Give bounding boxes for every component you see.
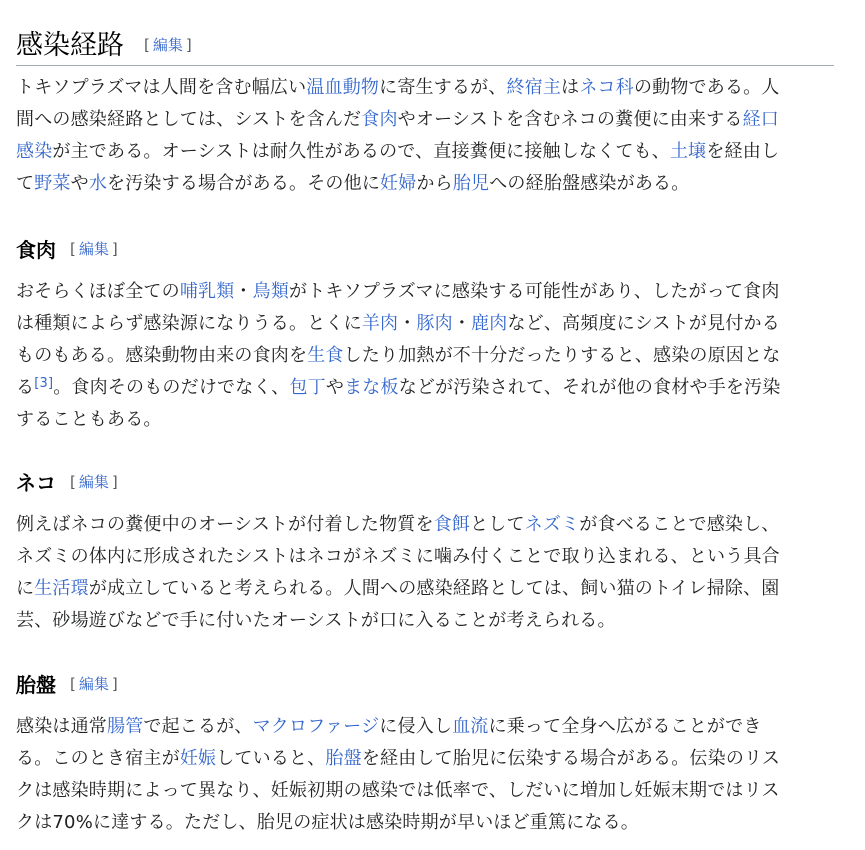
- text-segment: る。このとき宿主が: [16, 748, 180, 769]
- text-segment: の動物である。人: [633, 77, 780, 98]
- text-segment: や: [325, 377, 345, 398]
- text-line: [16, 136, 836, 168]
- wiki-link[interactable]: 哺乳類: [179, 281, 235, 302]
- edit-section-bracket: [70, 473, 118, 491]
- paragraph-meat: [16, 276, 836, 436]
- text-segment: を経由し: [706, 141, 780, 162]
- bracket-open: [: [70, 240, 76, 258]
- wiki-link[interactable]: 鳥類: [252, 281, 290, 302]
- text-segment: など、高頻度にシストが見付かる: [507, 313, 780, 334]
- paragraph-infection-route: [16, 72, 836, 200]
- section-heading-infection-route: [16, 20, 834, 66]
- citation-superscript: [34, 376, 53, 391]
- text-line: [16, 372, 836, 404]
- text-line: [16, 541, 836, 573]
- text-line: [16, 807, 836, 839]
- text-segment: として: [470, 514, 525, 535]
- bracket-close: ]: [111, 675, 118, 693]
- bracket-open: [: [70, 473, 76, 491]
- bracket-close: ]: [111, 473, 118, 491]
- text-segment: ネズミの体内に形成されたシストはネコがネズミに噛み付くことで取り込まれる、という具合: [16, 546, 780, 567]
- text-line: [16, 308, 836, 340]
- text-segment: ・: [452, 313, 472, 334]
- heading-title: 食肉: [16, 238, 56, 262]
- edit-section-link[interactable]: 編集: [152, 36, 183, 54]
- text-segment: は種類によらず感染源になりうる。とくに: [16, 313, 362, 334]
- text-segment: クは70%に達する。ただし、胎児の症状は感染時期が早いほど重篤になる。: [16, 812, 640, 833]
- heading-title: 感染経路: [16, 30, 124, 61]
- wiki-link[interactable]: まな板: [344, 377, 399, 398]
- text-line: [16, 168, 836, 200]
- text-segment: に侵入し: [379, 716, 453, 737]
- wiki-link[interactable]: ネズミ: [524, 514, 580, 535]
- heading-title: 胎盤: [16, 673, 56, 697]
- edit-section-bracket: [70, 240, 118, 258]
- text-segment: が食べることで感染し、: [579, 514, 780, 535]
- text-line: [16, 711, 836, 743]
- text-line: [16, 573, 836, 605]
- text-segment: て: [16, 173, 35, 194]
- text-segment: ・: [398, 313, 417, 334]
- text-segment: や: [70, 173, 89, 194]
- edit-section-bracket: [70, 675, 118, 693]
- bracket-open: [: [70, 675, 76, 693]
- heading-title: ネコ: [16, 471, 56, 495]
- wiki-link[interactable]: 経口: [742, 109, 779, 130]
- text-segment: 。食肉そのものだけでなく、: [53, 377, 290, 398]
- bracket-close: ]: [111, 240, 118, 258]
- text-segment: などが汚染されて、それが他の食材や手を汚染: [398, 377, 781, 398]
- text-segment: したり加熱が不十分だったりすると、感染の原因とな: [343, 345, 781, 366]
- text-line: [16, 404, 836, 436]
- citation-link[interactable]: [3]: [34, 376, 54, 391]
- wiki-link[interactable]: 包丁: [289, 377, 326, 398]
- section-heading-meat: [16, 234, 118, 263]
- wiki-link[interactable]: 温血動物: [306, 77, 380, 98]
- text-line: [16, 72, 836, 104]
- bracket-open: [: [144, 36, 150, 54]
- text-segment: への経胎盤感染がある。: [489, 173, 690, 194]
- wiki-link[interactable]: 豚肉: [416, 313, 453, 334]
- text-segment: ・: [234, 281, 253, 302]
- text-segment: から: [416, 173, 453, 194]
- paragraph-cat: [16, 509, 836, 637]
- edit-section-link[interactable]: 編集: [78, 240, 109, 258]
- section-heading-cat: [16, 467, 118, 496]
- text-segment: 例えばネコの糞便中のオーシストが付着した物質を: [16, 514, 434, 535]
- text-segment: することもある。: [16, 409, 162, 430]
- text-segment: 間への感染経路としては、シストを含んだ: [16, 109, 362, 130]
- wiki-link[interactable]: 胎盤: [325, 748, 362, 769]
- edit-section-link[interactable]: 編集: [78, 473, 109, 491]
- text-segment: に乗って全身へ広がることができ: [488, 716, 762, 737]
- text-line: [16, 775, 836, 807]
- wiki-link[interactable]: 血流: [452, 716, 489, 737]
- wiki-link[interactable]: 腸管: [107, 716, 144, 737]
- text-segment: やオーシストを含むネコの糞便に由来する: [397, 109, 743, 130]
- wiki-link[interactable]: 終宿主: [506, 77, 562, 98]
- section-heading-placenta: [16, 669, 118, 698]
- edit-section-link[interactable]: 編集: [78, 675, 109, 693]
- text-line: [16, 509, 836, 541]
- wiki-link[interactable]: 妊婦: [380, 173, 417, 194]
- wiki-link[interactable]: 野菜: [34, 173, 71, 194]
- wiki-link[interactable]: 妊娠: [179, 748, 217, 769]
- wiki-link[interactable]: 羊肉: [361, 313, 399, 334]
- wiki-link[interactable]: ネコ科: [579, 77, 634, 98]
- wiki-link[interactable]: 生食: [307, 345, 344, 366]
- wiki-link[interactable]: マクロファージ: [252, 716, 380, 737]
- text-line: [16, 104, 836, 136]
- wiki-link[interactable]: 食肉: [361, 109, 398, 130]
- text-segment: が主である。オーシストは耐久性があるので、直接糞便に接触しなくても、: [52, 141, 670, 162]
- text-segment: 感染は通常: [16, 716, 107, 737]
- text-segment: に寄生するが、: [379, 77, 507, 98]
- text-line: [16, 340, 836, 372]
- bracket-close: ]: [185, 36, 192, 54]
- text-segment: していると、: [216, 748, 326, 769]
- text-segment: トキソプラズマは人間を含む幅広い: [16, 77, 307, 98]
- text-segment: る: [16, 377, 35, 398]
- paragraph-placenta: [16, 711, 836, 839]
- text-segment: で起こるが、: [143, 716, 253, 737]
- edit-section-bracket: [144, 34, 192, 55]
- text-line: [16, 605, 836, 637]
- text-segment: おそらくほぼ全ての: [16, 281, 180, 302]
- text-segment: 芸、砂場遊びなどで手に付いたオーシストが口に入ることが考えられる。: [16, 610, 616, 631]
- text-line: [16, 276, 836, 308]
- text-segment: ものもある。感染動物由来の食肉を: [16, 345, 308, 366]
- wiki-link[interactable]: 胎児: [452, 173, 490, 194]
- wiki-link[interactable]: 食餌: [433, 514, 471, 535]
- text-line: [16, 743, 836, 775]
- wiki-link[interactable]: 鹿肉: [471, 313, 508, 334]
- wiki-link[interactable]: 土壌: [669, 141, 707, 162]
- wiki-link[interactable]: 水: [88, 173, 108, 194]
- text-segment: を汚染する場合がある。その他に: [107, 173, 381, 194]
- text-segment: は: [561, 77, 580, 98]
- wiki-link[interactable]: 感染: [16, 141, 53, 162]
- text-segment: に: [16, 578, 35, 599]
- wiki-link[interactable]: 生活環: [34, 578, 89, 599]
- text-segment: を経由して胎児に伝染する場合がある。伝染のリス: [361, 748, 781, 769]
- text-segment: が成立していると考えられる。人間への感染経路としては、飼い猫のトイレ掃除、園: [88, 578, 780, 599]
- text-segment: がトキソプラズマに感染する可能性があり、したがって食肉: [289, 281, 780, 302]
- text-segment: クは感染時期によって異なり、妊娠初期の感染では低率で、しだいに増加し妊娠末期ではリス: [16, 780, 780, 801]
